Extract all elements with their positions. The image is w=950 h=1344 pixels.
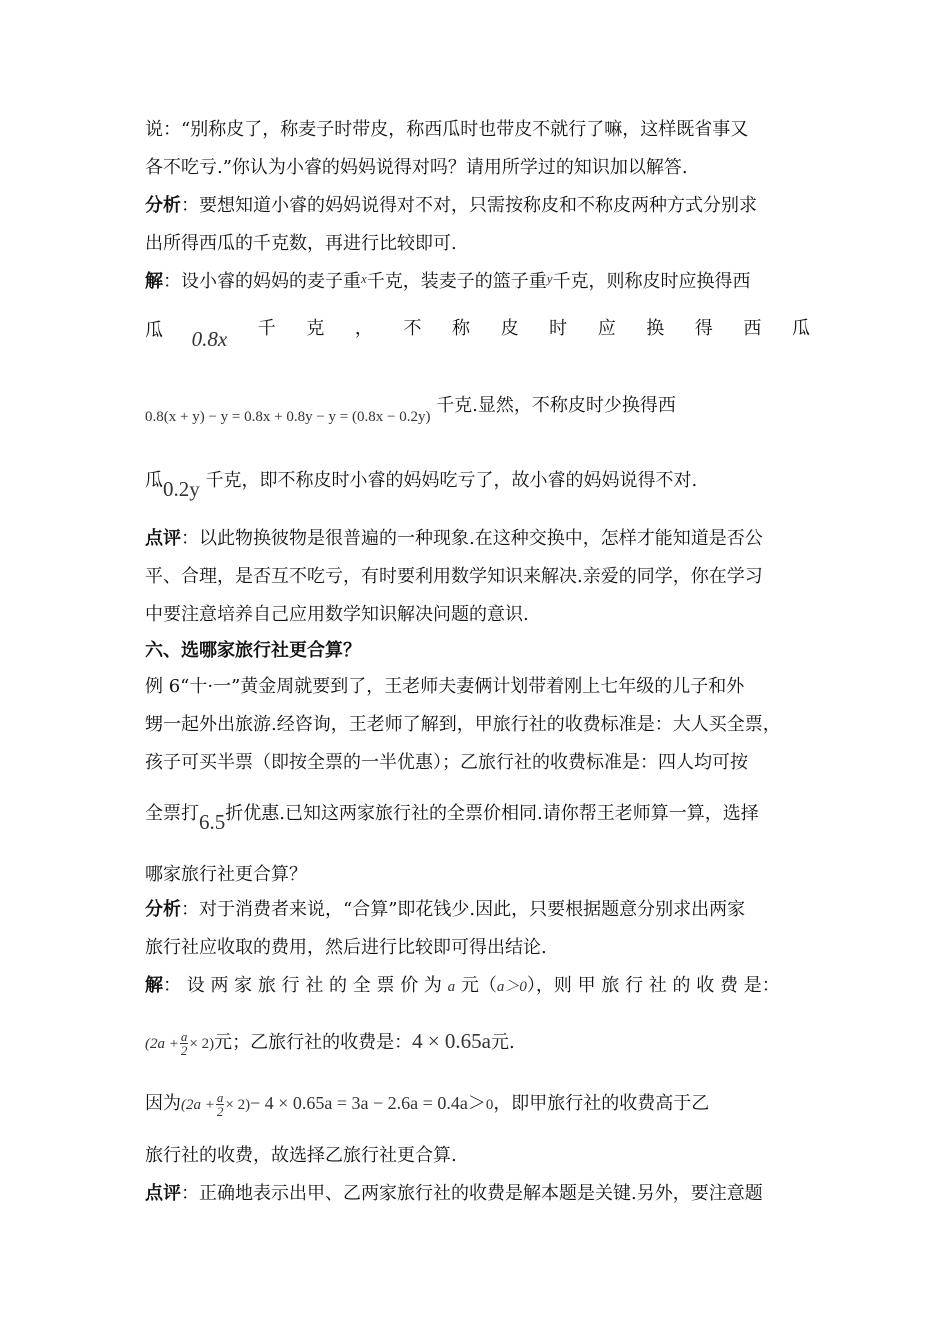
text-line-1: 说：“别称皮了，称麦子时带皮，称西瓜时也带皮不就行了嘛，这样既省事又 xyxy=(145,119,749,140)
fraction-a-over-2: $\frac{a}{2}$ xyxy=(180,1028,188,1058)
text-line-11: 中要注意培养自己应用数学知识解决问题的意识. xyxy=(145,604,529,625)
fraction-a-over-2-b: $\frac{a}{2}$ xyxy=(216,1089,224,1119)
example-paragraph: 例 6“十·一”黄金周就要到了，王老师夫妻俩计划带着刚上七年级的儿子和外 xyxy=(145,676,745,697)
solution-paragraph-1: 解：设小睿的妈妈的麦子重$^x$千克，装麦子的篮子重$^y$千克，则称皮时应换得西 xyxy=(145,271,751,292)
analysis-paragraph-1: 分析：要想知道小睿的妈妈说得对不对，只需按称皮和不称皮两种方式分别求 xyxy=(145,195,757,216)
solution-paragraph-2: 解： 设 两 家 旅 行 社 的 全 票 价 为 a 元（a＞0），则 甲 旅 行 社 的 收 费 是： xyxy=(145,975,780,996)
solution-label-2: 解 xyxy=(145,975,163,996)
math-inequality: − 4 × 0.65a = 3a − 2.6a = 0.4a xyxy=(250,1093,468,1113)
text-line-16: 全票打6.5折优惠.已知这两家旅行社的全票价相同.请你帮王老师算一算，选择 xyxy=(145,803,759,834)
analysis-paragraph-2: 分析：对于消费者来说，“合算”即花钱少.因此，只要根据题意分别求出两家 xyxy=(145,899,746,920)
text-line-2: 各不吃亏.”你认为小睿的妈妈说得对吗？请用所学过的知识加以解答. xyxy=(145,157,688,178)
section-heading: 六、选哪家旅行社更合算？ xyxy=(145,640,361,661)
math-0-8x: 0.8x xyxy=(191,327,228,351)
text-line-14: 甥一起外出旅游.经咨询，王老师了解到，甲旅行社的收费标准是：大人买全票， xyxy=(145,714,781,735)
text-line-6: 瓜 0.8x 千 克 ， 不 称 皮 时 应 换 得 西 瓜 xyxy=(145,318,810,351)
text-line-4: 出所得西瓜的千克数，再进行比较即可. xyxy=(145,233,457,254)
analysis-label-2: 分析 xyxy=(145,899,181,920)
solution-label: 解 xyxy=(145,271,163,292)
text-line-19: 旅行社应收取的费用，然后进行比较即可得出结论. xyxy=(145,937,547,958)
text-line-15: 孩子可买半票（即按全票的一半优惠）；乙旅行社的收费标准是：四人均可按 xyxy=(145,752,748,773)
comment-paragraph-2: 点评：正确地表示出甲、乙两家旅行社的收费是解本题是关键.另外，要注意题 xyxy=(145,1183,763,1204)
analysis-label: 分析 xyxy=(145,195,181,216)
math-6-5: 6.5 xyxy=(199,810,226,834)
text-line-23: 旅行社的收费，故选择乙旅行社更合算. xyxy=(145,1145,457,1166)
text-line-17: 哪家旅行社更合算？ xyxy=(145,864,307,885)
math-0-2y: 0.2y xyxy=(163,477,200,501)
text-line-10: 平、合理，是否互不吃亏，有时要利用数学知识来解决.亲爱的同学，你在学习 xyxy=(145,566,763,587)
text-line-22: 因为(2a + $\frac{a}{2}$ × 2)− 4 × 0.65a = 3a − 2.6a = 0.4a＞0，即甲旅行社的收费高于乙 xyxy=(145,1089,710,1119)
text-line-21: (2a + $\frac{a}{2}$ × 2)元；乙旅行社的收费是：4 × 0.65a元. xyxy=(145,1028,515,1058)
text-line-7: $_{0.8(x + y) - y = 0.8x + 0.8y - y = (0.8x - 0.2y)}$ 千克.显然，不称皮时少换得西 xyxy=(145,395,676,425)
math-4x065a: 4 × 0.65a xyxy=(412,1029,492,1053)
text-line-8: 瓜0.2y 千克，即不称皮时小睿的妈妈吃亏了，故小睿的妈妈说得不对. xyxy=(145,470,698,501)
comment-label: 点评 xyxy=(145,528,181,549)
comment-paragraph-1: 点评：以此物换彼物是很普遍的一种现象.在这种交换中，怎样才能知道是否公 xyxy=(145,528,763,549)
comment-label-2: 点评 xyxy=(145,1183,181,1204)
math-equation-1: 0.8(x + y) − y = 0.8x + 0.8y − y = (0.8x − 0.2y) xyxy=(145,409,431,425)
